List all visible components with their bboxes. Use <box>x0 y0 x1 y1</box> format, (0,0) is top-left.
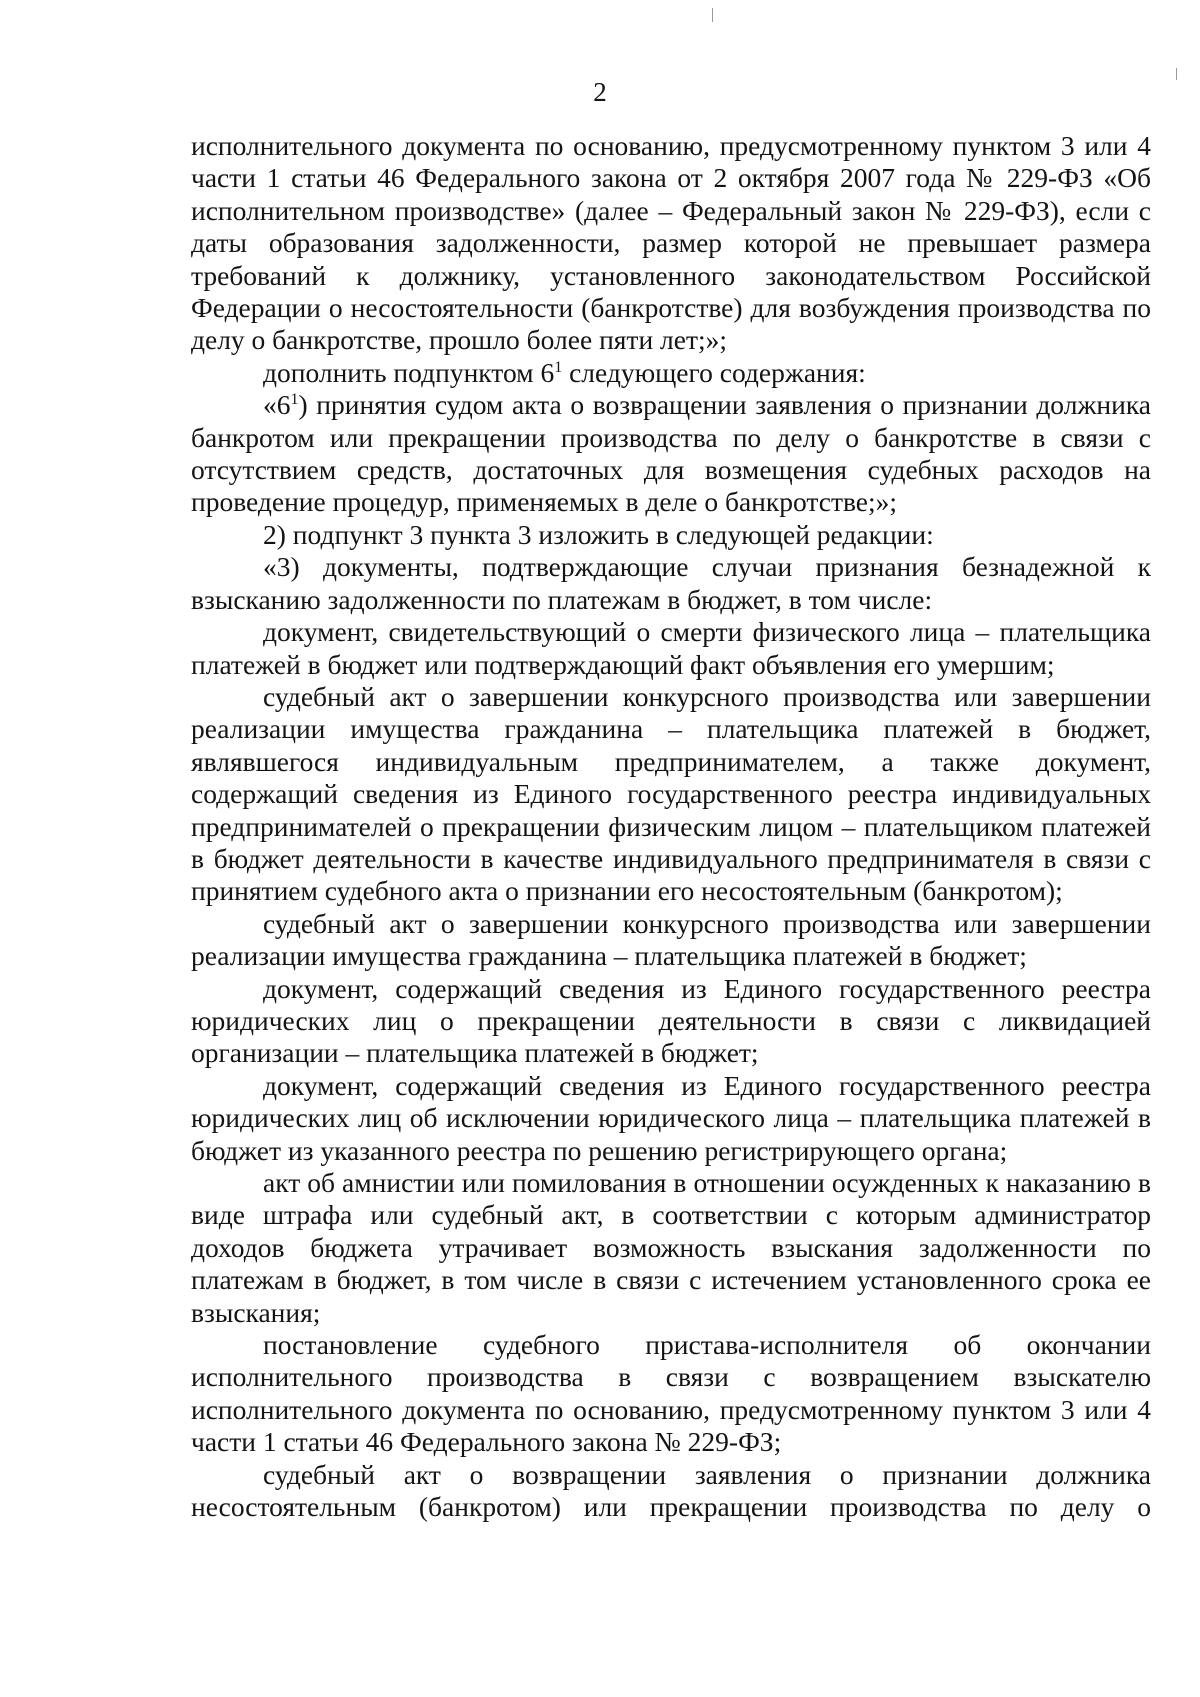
paragraph-court-return: судебный акт о возвращении заявления о признании должника несостоятельным (банкротом) или прекращении производства по делу о <box>191 1458 1151 1523</box>
paragraph-item-2: 2) подпункт 3 пункта 3 изложить в следующей редакции: <box>263 518 934 550</box>
paragraph-continuation: исполнительного документа по основанию, предусмотренному пунктом 3 или 4 части 1 статьи 46 Федерального закона от 2 октября 2007 года № 229-ФЗ «Об исполнительном производстве» (далее – Федеральный закон № 229-ФЗ), если с даты образования задолженности, размер которой не превышает размера требований к должнику, установленного законодательством Российской Федерации о несостоятельности (банкротстве) для возбуждения производства по делу о банкротстве, прошло более пяти лет;»; <box>191 130 1151 356</box>
page-number: 2 <box>593 77 607 107</box>
paragraph-liquidation: документ, содержащий сведения из Единого государственного реестра юридических лиц о прекращении деятельности в связи с ликвидацией организации – плательщика платежей в бюджет; <box>191 972 1151 1069</box>
paragraph-subitem-6-1 <box>191 389 1151 519</box>
superscript: 1 <box>290 391 299 409</box>
paragraph-death-document: документ, свидетельствующий о смерти физического лица – плательщика платежей в бюджет или подтверждающий факт объявления его умершим; <box>191 616 1151 680</box>
superscript: 1 <box>554 358 563 376</box>
paragraph-text: следующего содержания: <box>562 356 866 388</box>
document-body <box>191 130 1151 1523</box>
paragraph-text: ) принятия судом акта о возвращении заявления о признании должника банкротом или прекращении производства по делу о банкротстве в связи с отсутствием средств, достаточных для возмещения судебных расходов на проведение процедур, применяемых в деле о банкротстве;»; <box>191 389 1151 518</box>
paragraph-amnesty: акт об амнистии или помилования в отношении осужденных к наказанию в виде штрафа или судебный акт, в соответствии с которым администратор доходов бюджета утрачивает возможность взыскания задолженности по платежам в бюджет, в том числе в связи с истечением установленного срока ее взыскания; <box>191 1167 1151 1328</box>
paragraph-text: дополнить подпунктом 6 <box>263 356 555 388</box>
paragraph-add-subitem <box>191 357 1151 389</box>
paragraph-entrepreneur-bankruptcy: судебный акт о завершении конкурсного производства или завершении реализации имущества гражданина – плательщика платежей в бюджет, являвшегося индивидуальным предпринимателем, а также документ, содержащий сведения из Единого государственного реестра индивидуальных предпринимателей о прекращении физическим лицом – плательщиком платежей в бюджет деятельности в качестве индивидуального предпринимателя в связи с принятием судебного акта о признании его несостоятельным (банкротом); <box>191 680 1151 907</box>
paragraph-citizen-bankruptcy: судебный акт о завершении конкурсного производства или завершении реализации имущества гражданина – плательщика платежей в бюджет; <box>191 907 1151 972</box>
paragraph-bailiff-order: постановление судебного пристава-исполнителя об окончании исполнительного производства в связи с возвращением взыскателю исполнительного документа по основанию, предусмотренному пунктом 3 или 4 части 1 статьи 46 Федерального закона № 229-ФЗ; <box>191 1329 1151 1458</box>
paragraph-exclusion: документ, содержащий сведения из Единого государственного реестра юридических лиц об исключении юридического лица – плательщика платежей в бюджет из указанного реестра по решению регистрирующего органа; <box>191 1069 1151 1166</box>
paragraph-text: «6 <box>263 389 291 421</box>
scan-artifact <box>712 8 713 22</box>
paragraph-item-3: «3) документы, подтверждающие случаи признания безнадежной к взысканию задолженности по платежам в бюджет, в том числе: <box>191 551 1151 615</box>
